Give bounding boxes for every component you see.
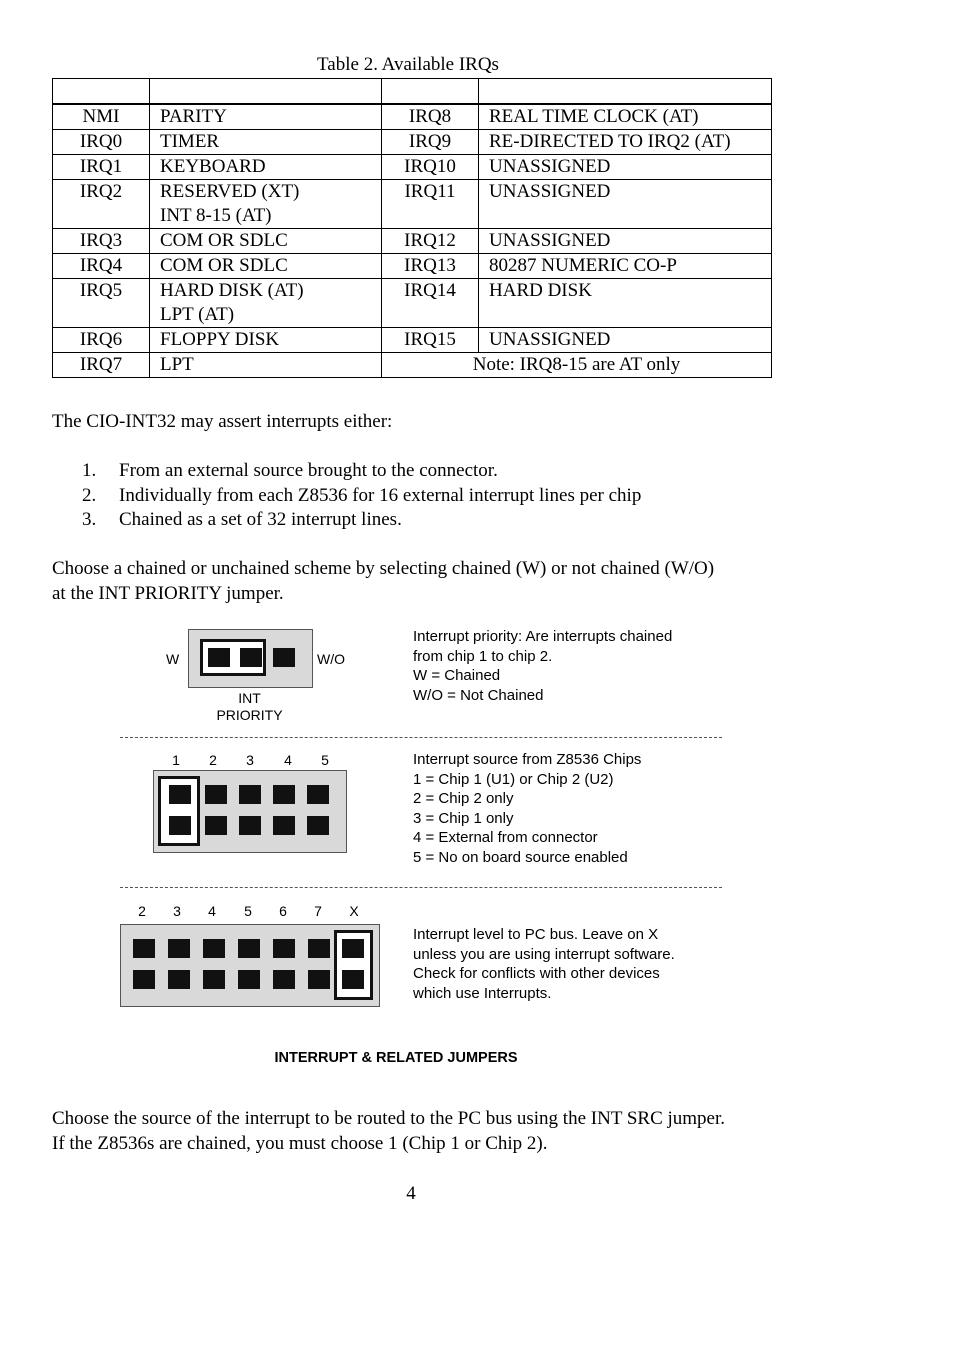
priority-description: Interrupt priority: Are interrupts chained from chip 1 to chip 2. W = Chained W/O = Not Chained [413, 628, 673, 704]
level-pin-label: 3 [173, 903, 181, 919]
jumper-pin [169, 785, 191, 804]
device-cell: UNASSIGNED [479, 155, 772, 180]
device-cell: REAL TIME CLOCK (AT) [479, 105, 772, 130]
jumper-pin [239, 816, 261, 835]
jumper-pin [133, 939, 155, 958]
jumper-pin [308, 970, 330, 989]
level-pin-label: 7 [314, 903, 322, 919]
jumper-pin [239, 785, 261, 804]
list-item: 1. From an external source brought to the connector. [82, 460, 498, 481]
intro-paragraph: The CIO-INT32 may assert interrupts either: [52, 411, 393, 432]
device-cell: HARD DISK [479, 279, 772, 328]
device-cell: UNASSIGNED [479, 180, 772, 229]
irq-cell: IRQ5 [53, 279, 150, 328]
jumper-pin [205, 816, 227, 835]
interrupt-source-list [82, 459, 782, 533]
priority-wo-label: W/O [317, 651, 345, 667]
table-row [53, 180, 772, 229]
device-cell: FLOPPY DISK [150, 328, 382, 353]
level-pin-label: 4 [208, 903, 216, 919]
irq-cell: IRQ6 [53, 328, 150, 353]
device-cell: PARITY [150, 105, 382, 130]
table-header-row [53, 79, 772, 104]
list-item: 2. Individually from each Z8536 for 16 external interrupt lines per chip [82, 484, 642, 506]
source-pin-label: 2 [209, 752, 217, 768]
level-description: Interrupt level to PC bus. Leave on X unless you are using interrupt software. Check for conflicts with other devices which use Interrupts. [413, 926, 675, 1002]
device-cell: UNASSIGNED [479, 229, 772, 254]
level-pin-label: X [349, 903, 359, 919]
jumper-pin [168, 970, 190, 989]
jumper-pin [238, 939, 260, 958]
jumper-pin [203, 939, 225, 958]
level-jumper-block [120, 924, 380, 1007]
table-row [53, 105, 772, 130]
irq-cell: IRQ12 [382, 229, 479, 254]
device-cell: KEYBOARD [150, 155, 382, 180]
jumper-pin [342, 939, 364, 958]
jumper-pin [273, 939, 295, 958]
level-pin-label: 6 [279, 903, 287, 919]
irq-cell: IRQ8 [382, 105, 479, 130]
jumper-pin [273, 785, 295, 804]
irq-cell: IRQ7 [53, 353, 150, 378]
jumper-pin [273, 816, 295, 835]
irq-cell: IRQ9 [382, 130, 479, 155]
jumper-pin [208, 648, 230, 667]
jumper-pin [240, 648, 262, 667]
irq-cell: IRQ4 [53, 254, 150, 279]
irq-cell: IRQ1 [53, 155, 150, 180]
device-cell: RE-DIRECTED TO IRQ2 (AT) [479, 130, 772, 155]
source-pin-label: 5 [321, 752, 329, 768]
divider [120, 737, 722, 738]
device-cell: UNASSIGNED [479, 328, 772, 353]
irq-cell: IRQ11 [382, 180, 479, 229]
table-row [53, 155, 772, 180]
priority-jumper-name: INT PRIORITY [216, 690, 283, 723]
choose-source-paragraph: Choose the source of the interrupt to be routed to the PC bus using the INT SRC jumper. If the Z8536s are chained, you must choose 1 (Chip 1 or Chip 2). [52, 1108, 726, 1154]
jumper-pin [273, 970, 295, 989]
table-row [53, 279, 772, 328]
table-row [53, 353, 772, 378]
figure-caption: INTERRUPT & RELATED JUMPERS [274, 1050, 518, 1066]
device-cell: TIMER [150, 130, 382, 155]
device-cell: COM OR SDLC [150, 229, 382, 254]
irq-table [52, 78, 772, 378]
jumper-pin [238, 970, 260, 989]
jumper-pin [307, 816, 329, 835]
irq-cell: IRQ13 [382, 254, 479, 279]
table-title: Table 2. Available IRQs [317, 54, 499, 75]
source-pin-label: 1 [172, 752, 180, 768]
irq-cell: IRQ0 [53, 130, 150, 155]
source-pin-label: 4 [284, 752, 292, 768]
irq-cell: IRQ14 [382, 279, 479, 328]
list-item: 3. Chained as a set of 32 interrupt lines. [82, 509, 402, 530]
jumper-pin [342, 970, 364, 989]
jumper-pin [307, 785, 329, 804]
priority-jumper-block [188, 629, 313, 688]
table-row [53, 130, 772, 155]
jumper-pin [273, 648, 295, 667]
irq-cell: IRQ15 [382, 328, 479, 353]
source-jumper-block [153, 770, 347, 853]
jumper-pin [133, 970, 155, 989]
table-note: Note: IRQ8-15 are AT only [382, 353, 772, 378]
device-cell: COM OR SDLC [150, 254, 382, 279]
irq-cell: IRQ10 [382, 155, 479, 180]
irq-cell: NMI [53, 105, 150, 130]
jumper-pin [205, 785, 227, 804]
table-row [53, 229, 772, 254]
device-cell: LPT [150, 353, 382, 378]
level-pin-label: 2 [138, 903, 146, 919]
jumper-pin [169, 816, 191, 835]
device-cell: 80287 NUMERIC CO-P [479, 254, 772, 279]
device-cell: HARD DISK (AT) LPT (AT) [150, 279, 382, 328]
source-pin-label: 3 [246, 752, 254, 768]
irq-cell: IRQ2 [53, 180, 150, 229]
table-row [53, 328, 772, 353]
choose-scheme-paragraph: Choose a chained or unchained scheme by selecting chained (W) or not chained (W/O) at the INT PRIORITY jumper. [52, 558, 715, 604]
priority-w-label: W [166, 651, 180, 667]
irq-cell: IRQ3 [53, 229, 150, 254]
source-description: Interrupt source from Z8536 Chips 1 = Chip 1 (U1) or Chip 2 (U2) 2 = Chip 2 only 3 = Chip 1 only 4 = External from connector 5 = No on board source enabled [413, 751, 642, 866]
jumper-pin [308, 939, 330, 958]
device-cell: RESERVED (XT) INT 8-15 (AT) [150, 180, 382, 229]
jumper-pin [168, 939, 190, 958]
level-pin-label: 5 [244, 903, 252, 919]
table-row [53, 254, 772, 279]
page-number: 4 [406, 1183, 416, 1204]
jumper-pin [203, 970, 225, 989]
divider [120, 887, 722, 888]
